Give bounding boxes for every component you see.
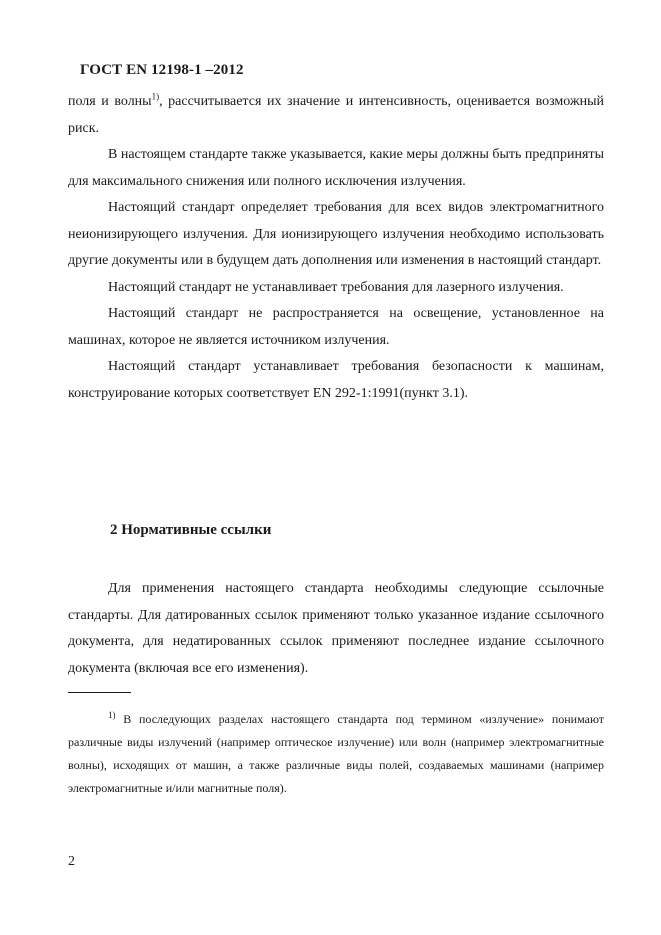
section-heading-normative-references: 2 Нормативные ссылки [110,522,272,538]
paragraph-measures: В настоящем стандарте также указывается, какие меры должны быть предприняты для максимального снижения или полного исключения излучения. [68,147,604,189]
paragraph-laser: Настоящий стандарт не устанавливает требования для лазерного излучения. [108,279,564,295]
footnote-paragraph [68,708,604,800]
footnote-reference: 1) [151,91,160,102]
footnote-separator [68,692,131,693]
document-code-header: ГОСТ EN 12198-1 –2012 [80,62,244,78]
paragraph-references: Для применения настоящего стандарта необходимы следующие ссылочные стандарты. Для датированных ссылок применяют только указанное издание ссылочного документа, для недатированных ссылок применяют последнее издание ссылочного документа (включая все его изменения). [68,581,604,676]
section2-text-block [68,576,604,682]
footnote-text: В последующих разделах настоящего стандарта под термином «излучение» понимают различные виды излучений (например оптическое излучение) или волн (например электромагнитные волны), исходящих от машин, а также различные виды полей, создаваемых машинами (например электромагнитные и/или магнитные поля). [68,712,604,795]
paragraph-text: , рассчитывается их значение и интенсивность, оценивается возможный риск. [68,94,604,136]
paragraph-text: поля и волны [68,94,152,109]
paragraph-lighting: Настоящий стандарт не распространяется на освещение, установленное на машинах, которое не является источником излучения. [68,306,604,348]
page-number: 2 [68,854,75,869]
paragraph-safety: Настоящий стандарт устанавливает требования безопасности к машинам, конструирование которых соответствует EN 292-1:1991(пункт 3.1). [68,359,604,401]
paragraph-continuation [68,89,604,142]
paragraph-requirements: Настоящий стандарт определяет требования для всех видов электромагнитного неионизирующего излучения. Для ионизирующего излучения необходимо использовать другие документы или в будущем дать дополнения или изменения в настоящий стандарт. [68,200,604,268]
footnote-marker: 1) [108,710,116,720]
intro-text-block [68,89,604,407]
footnote [68,708,604,800]
